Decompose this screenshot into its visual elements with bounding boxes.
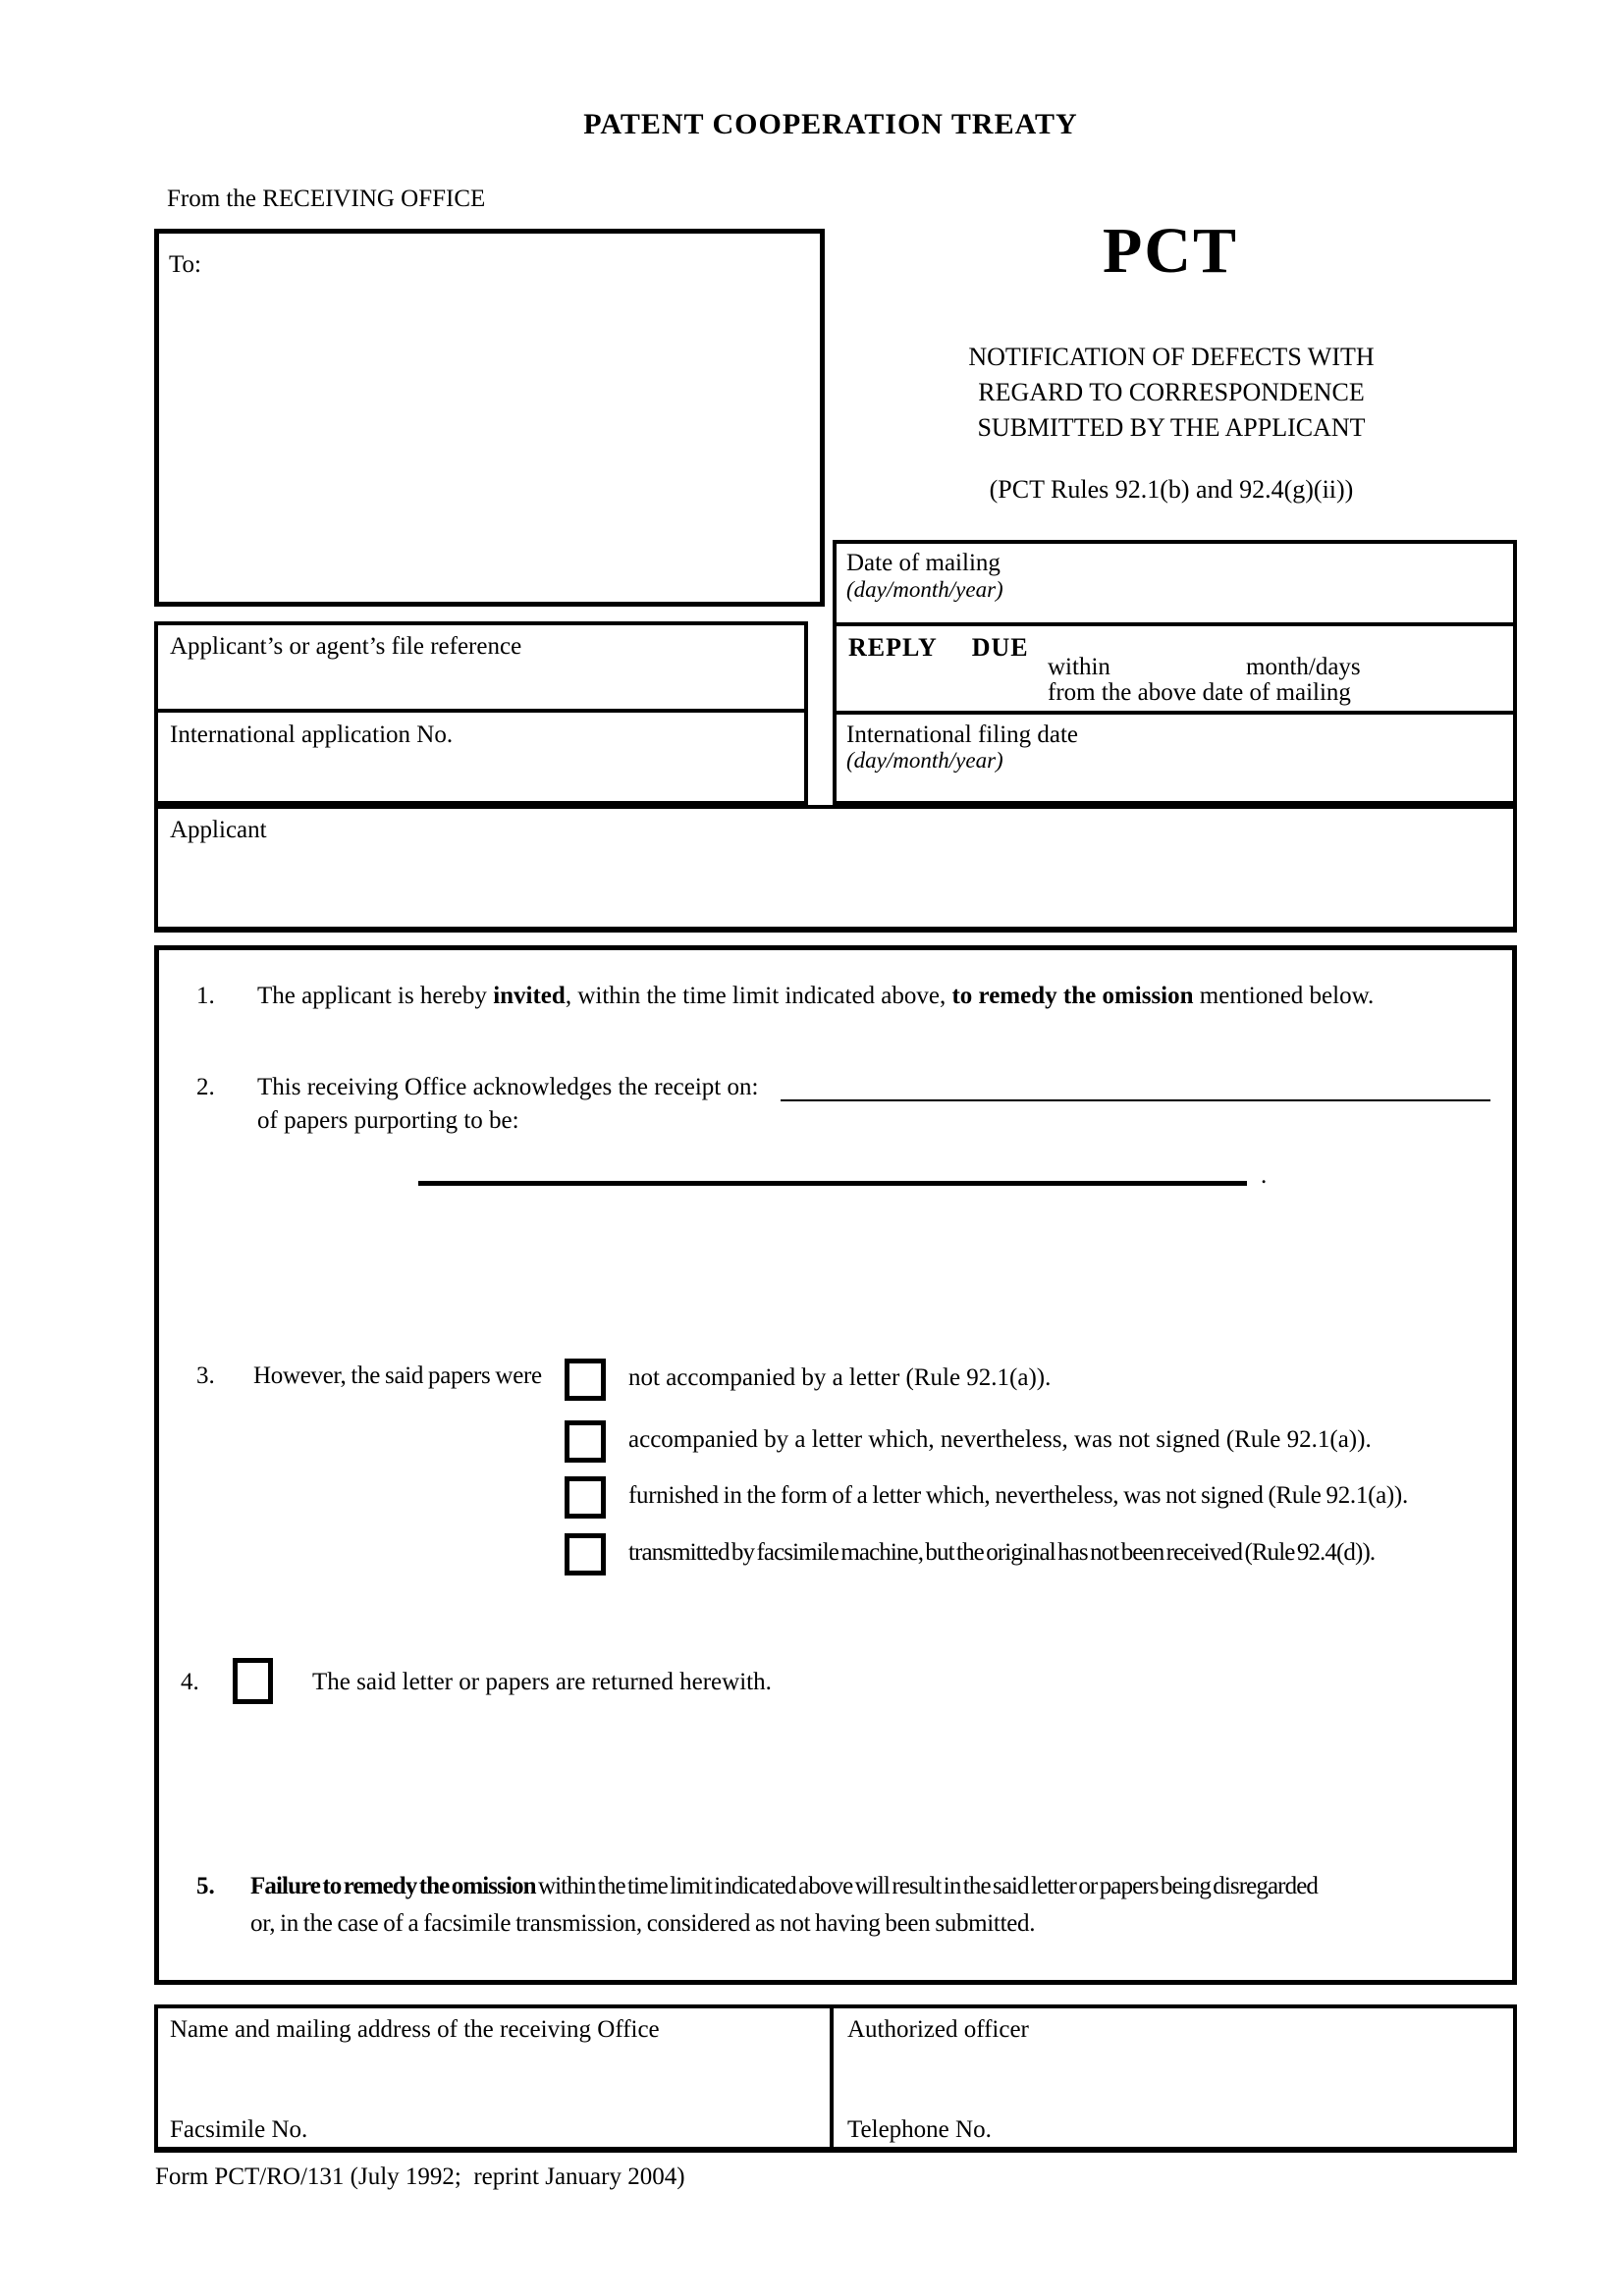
item2-line1: This receiving Office acknowledges the receipt on: bbox=[257, 1074, 759, 1100]
item5-line1-rest: within the time limit indicated above will result in the said letter or papers being disregarded bbox=[535, 1873, 1318, 1899]
checkbox-returned-herewith[interactable] bbox=[233, 1658, 273, 1704]
notification-heading bbox=[911, 340, 1432, 446]
date-of-mailing-label: Date of mailing bbox=[846, 550, 1001, 576]
item2-period: . bbox=[1261, 1162, 1268, 1189]
item1-bold-remedy: to remedy the omission bbox=[951, 983, 1194, 1009]
left-header-table bbox=[154, 621, 808, 805]
checkbox-not-accompanied[interactable] bbox=[565, 1359, 606, 1401]
item5-line2: or, in the case of a facsimile transmission, considered as not having been submitted. bbox=[250, 1910, 1036, 1937]
receiving-office-name-label: Name and mailing address of the receiving Office bbox=[170, 2016, 660, 2043]
checkbox-form-of-letter-not-signed[interactable] bbox=[565, 1476, 606, 1519]
pct-logo: PCT bbox=[1103, 215, 1238, 287]
item1-part1: The applicant is hereby bbox=[257, 983, 494, 1009]
divider bbox=[830, 2008, 834, 2147]
reply-due-unit: month/days bbox=[1246, 654, 1361, 680]
notification-line-1: NOTIFICATION OF DEFECTS WITH bbox=[968, 343, 1375, 371]
authorized-officer-label: Authorized officer bbox=[847, 2016, 1029, 2043]
date-of-mailing-format: (day/month/year) bbox=[846, 577, 1003, 602]
reply-due-from-line: from the above date of mailing bbox=[1048, 679, 1351, 706]
item3-intro: However, the said papers were bbox=[253, 1362, 542, 1389]
item4-text: The said letter or papers are returned herewith. bbox=[312, 1669, 772, 1695]
intl-application-label: International application No. bbox=[170, 721, 454, 748]
divider bbox=[158, 709, 804, 713]
item1-text bbox=[257, 983, 1374, 1011]
from-receiving-office-label: From the RECEIVING OFFICE bbox=[167, 186, 486, 212]
intl-filing-date-format: (day/month/year) bbox=[846, 748, 1003, 773]
divider bbox=[837, 711, 1513, 715]
item3-number: 3. bbox=[196, 1362, 215, 1389]
item3-option-4: transmitted by facsimile machine, but the original has not been received (Rule 92.4(d)). bbox=[628, 1539, 1376, 1566]
item1-bold-invited: invited bbox=[493, 983, 566, 1009]
item4-number: 4. bbox=[181, 1669, 199, 1695]
page-title: PATENT COOPERATION TREATY bbox=[583, 108, 1078, 140]
notification-line-3: SUBMITTED BY THE APPLICANT bbox=[977, 413, 1366, 442]
applicant-box[interactable] bbox=[154, 805, 1517, 933]
telephone-label: Telephone No. bbox=[847, 2116, 992, 2143]
form-id-footer: Form PCT/RO/131 (July 1992; reprint January 2004) bbox=[155, 2163, 685, 2190]
item5-line1 bbox=[250, 1873, 1318, 1901]
item2-line2: of papers purporting to be: bbox=[257, 1107, 519, 1134]
item5-number: 5. bbox=[196, 1873, 215, 1899]
to-label: To: bbox=[169, 251, 201, 278]
facsimile-label: Facsimile No. bbox=[170, 2116, 308, 2143]
item1-number: 1. bbox=[196, 983, 215, 1009]
papers-description-blank-line[interactable] bbox=[418, 1181, 1247, 1186]
checkbox-letter-not-signed[interactable] bbox=[565, 1420, 606, 1463]
receipt-date-blank-line[interactable] bbox=[781, 1099, 1490, 1101]
divider bbox=[837, 622, 1513, 626]
item3-option-2: accompanied by a letter which, nevertheless, was not signed (Rule 92.1(a)). bbox=[628, 1426, 1372, 1453]
file-reference-label: Applicant’s or agent’s file reference bbox=[170, 633, 522, 660]
reply-due-within: within bbox=[1048, 654, 1110, 680]
item3-option-1: not accompanied by a letter (Rule 92.1(a)). bbox=[628, 1364, 1052, 1391]
notification-line-2: REGARD TO CORRESPONDENCE bbox=[978, 378, 1365, 406]
right-header-table bbox=[833, 540, 1517, 805]
addressee-box[interactable] bbox=[154, 229, 825, 607]
rules-reference: (PCT Rules 92.1(b) and 92.4(g)(ii)) bbox=[989, 475, 1354, 504]
item1-part2: , within the time limit indicated above, bbox=[565, 983, 952, 1009]
item5-bold: Failure to remedy the omission bbox=[250, 1873, 536, 1899]
item2-number: 2. bbox=[196, 1074, 215, 1100]
intl-filing-date-label: International filing date bbox=[846, 721, 1079, 748]
item3-option-3: furnished in the form of a letter which, nevertheless, was not signed (Rule 92.1(a)). bbox=[628, 1482, 1408, 1509]
item1-part3: mentioned below. bbox=[1193, 983, 1375, 1009]
reply-due-label: REPLY DUE bbox=[848, 633, 1029, 662]
checkbox-facsimile-original-not-received[interactable] bbox=[565, 1533, 606, 1575]
office-table bbox=[154, 2004, 1517, 2153]
applicant-label: Applicant bbox=[170, 817, 267, 843]
